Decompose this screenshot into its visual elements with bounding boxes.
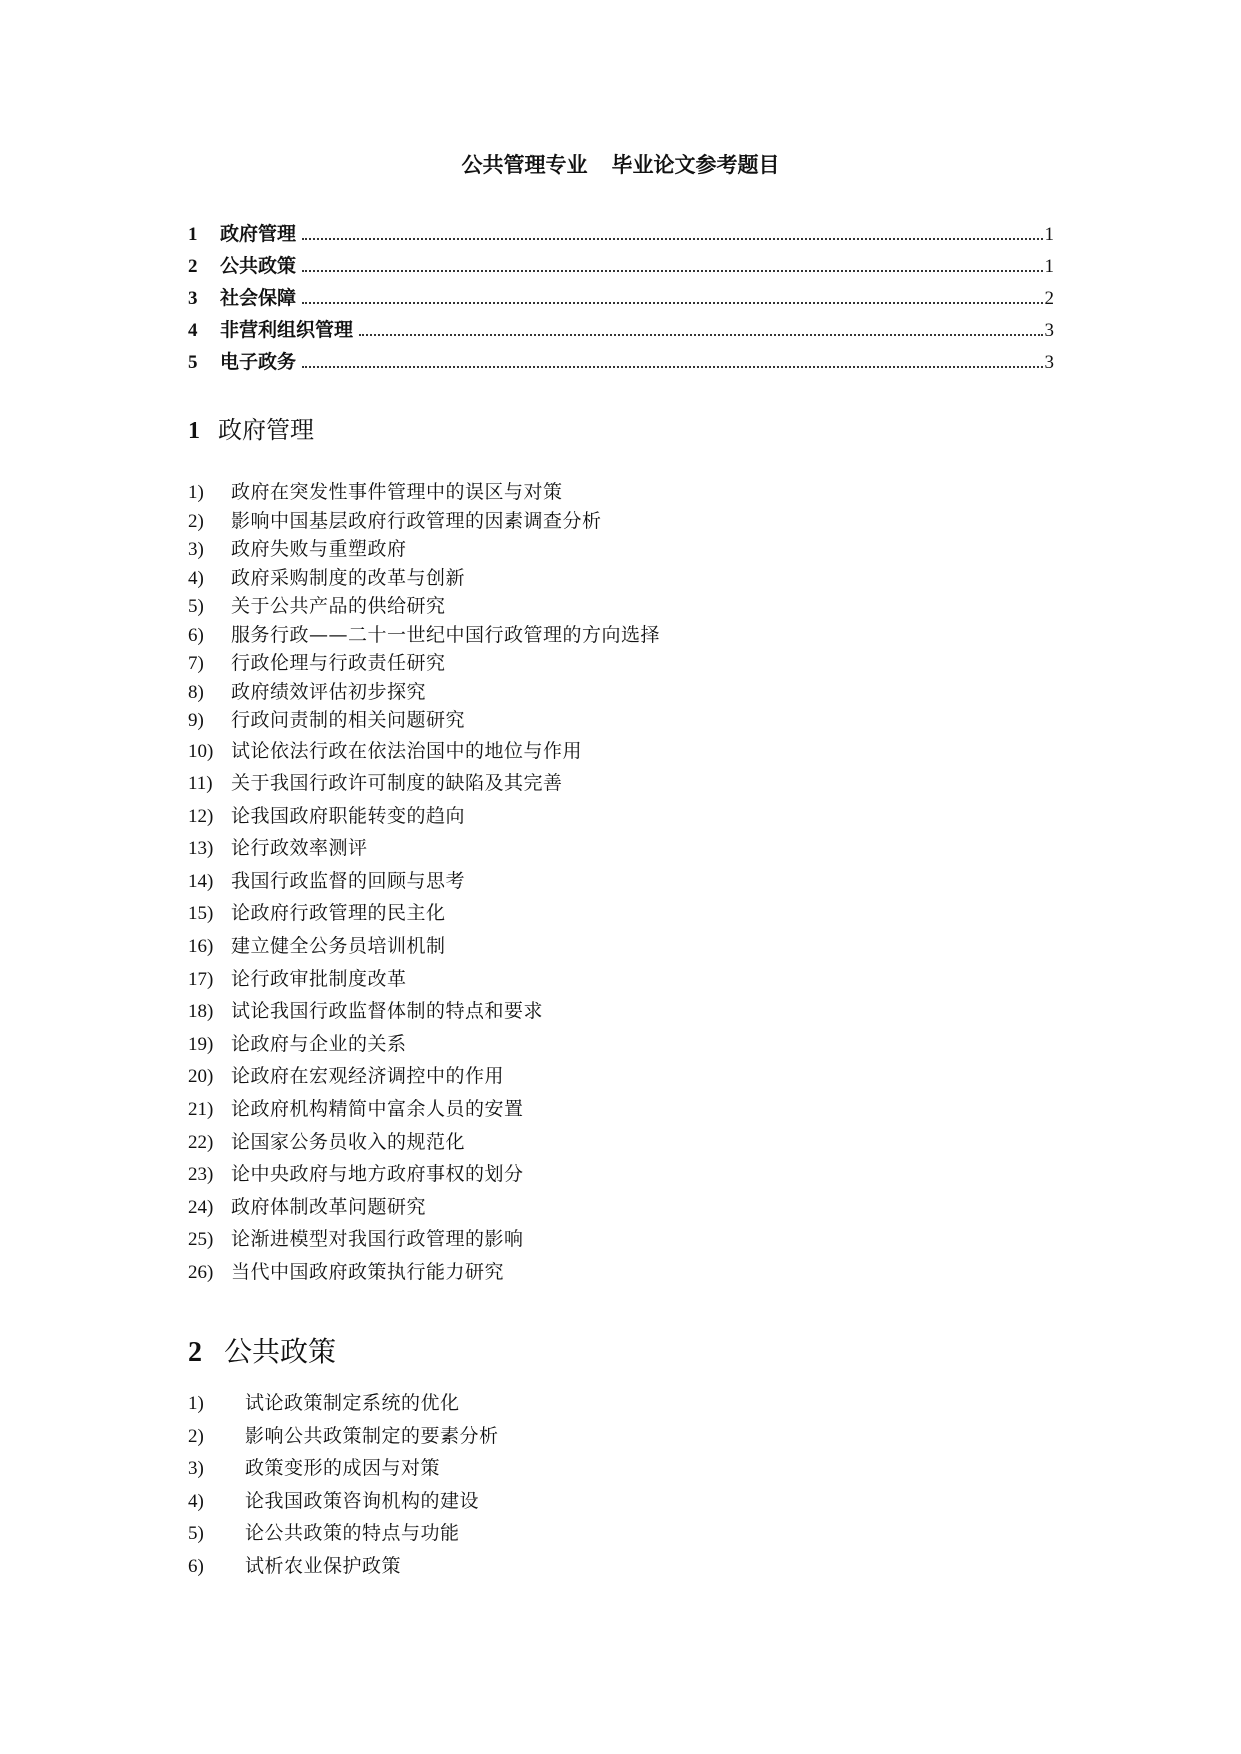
item-text: 论中央政府与地方政府事权的划分 <box>231 1163 524 1186</box>
item-number: 18) <box>188 1001 214 1023</box>
item-number: 16) <box>188 936 214 958</box>
list-item <box>188 1126 660 1159</box>
item-text: 影响中国基层政府行政管理的因素调查分析 <box>231 509 602 532</box>
toc-label: 政府管理 <box>220 223 297 245</box>
document-title <box>0 150 1241 180</box>
item-number: 14) <box>188 870 214 892</box>
toc-entry[interactable] <box>188 218 1054 250</box>
item-number: 5) <box>188 596 204 617</box>
section-number: 2 <box>188 1337 202 1368</box>
toc-page-number: 2 <box>1044 288 1054 309</box>
item-text: 政府失败与重塑政府 <box>231 538 407 560</box>
item-number: 5) <box>188 1523 204 1545</box>
toc-page-number: 1 <box>1044 224 1054 245</box>
item-text: 论行政效率测评 <box>231 837 368 860</box>
item-text: 论我国政策咨询机构的建设 <box>245 1489 480 1512</box>
item-text: 论政府机构精简中富余人员的安置 <box>231 1098 524 1121</box>
list-item <box>188 1387 499 1420</box>
toc-page-number: 3 <box>1044 352 1054 373</box>
item-number: 26) <box>188 1262 214 1283</box>
item-text: 关于我国行政许可制度的缺陷及其完善 <box>231 772 563 795</box>
toc-page-number: 1 <box>1044 256 1054 277</box>
toc-number: 5 <box>188 352 198 373</box>
toc-entry[interactable] <box>188 250 1054 282</box>
toc-leader <box>359 333 1042 336</box>
list-item <box>188 1420 499 1453</box>
toc-leader <box>302 237 1042 240</box>
toc-number: 4 <box>188 320 198 341</box>
list-item <box>188 1550 499 1583</box>
section-title: 公共政策 <box>224 1335 337 1368</box>
item-text: 政府采购制度的改革与创新 <box>231 566 466 589</box>
list-item <box>188 1093 660 1126</box>
list-item <box>188 621 660 650</box>
item-number: 20) <box>188 1066 214 1088</box>
item-text: 论我国政府职能转变的趋向 <box>231 804 466 827</box>
item-number: 6) <box>188 1555 204 1577</box>
list-item <box>188 832 660 865</box>
list-item <box>188 1158 660 1191</box>
item-text: 试析农业保护政策 <box>245 1554 402 1577</box>
list-item <box>188 1191 660 1224</box>
section-title: 政府管理 <box>218 416 314 444</box>
list-item <box>188 930 660 963</box>
item-text: 论行政审批制度改革 <box>231 967 407 990</box>
item-text: 试论我国行政监督体制的特点和要求 <box>231 1000 544 1023</box>
item-number: 6) <box>188 624 204 646</box>
item-number: 23) <box>188 1164 214 1186</box>
section-heading-government-management <box>188 410 314 445</box>
toc-leader <box>302 301 1042 304</box>
title-part-major: 公共管理专业 <box>461 153 588 177</box>
toc-label: 非营利组织管理 <box>220 319 354 341</box>
list-item <box>188 735 660 768</box>
list-item <box>188 897 660 930</box>
item-number: 2) <box>188 510 204 532</box>
toc-entry[interactable] <box>188 346 1054 378</box>
item-text: 行政伦理与行政责任研究 <box>231 652 446 674</box>
item-number: 4) <box>188 1490 204 1512</box>
toc-page-number: 3 <box>1044 320 1054 341</box>
list-item <box>188 865 660 898</box>
item-text: 论政府在宏观经济调控中的作用 <box>231 1065 505 1088</box>
item-text: 关于公共产品的供给研究 <box>231 595 446 617</box>
list-item <box>188 1452 499 1485</box>
toc-entry[interactable] <box>188 282 1054 314</box>
item-text: 论国家公务员收入的规范化 <box>231 1130 466 1153</box>
item-number: 24) <box>188 1196 214 1218</box>
topic-list-government-management <box>188 478 660 1289</box>
item-number: 22) <box>188 1131 214 1153</box>
list-item <box>188 1028 660 1061</box>
list-item <box>188 507 660 536</box>
toc-label: 电子政务 <box>220 351 297 373</box>
item-number: 4) <box>188 567 204 589</box>
list-item <box>188 1223 660 1256</box>
item-text: 试论依法行政在依法治国中的地位与作用 <box>231 739 583 762</box>
item-number: 2) <box>188 1425 204 1447</box>
list-item <box>188 800 660 833</box>
toc-label: 公共政策 <box>220 255 297 277</box>
item-number: 9) <box>188 710 204 731</box>
list-item <box>188 535 660 564</box>
item-number: 21) <box>188 1099 214 1121</box>
item-text: 政策变形的成因与对策 <box>245 1457 441 1480</box>
item-number: 15) <box>188 903 214 925</box>
item-text: 政府体制改革问题研究 <box>231 1195 427 1218</box>
item-number: 7) <box>188 653 204 674</box>
table-of-contents <box>188 218 1054 378</box>
item-number: 8) <box>188 681 204 703</box>
list-item <box>188 767 660 800</box>
toc-number: 3 <box>188 288 198 309</box>
list-item <box>188 1517 499 1550</box>
toc-number: 1 <box>188 224 198 245</box>
item-number: 13) <box>188 838 214 860</box>
item-text: 当代中国政府政策执行能力研究 <box>231 1261 505 1283</box>
item-text: 论政府与企业的关系 <box>231 1032 407 1055</box>
item-text: 试论政策制定系统的优化 <box>245 1392 460 1414</box>
item-text: 我国行政监督的回顾与思考 <box>231 869 466 892</box>
title-part-subject: 毕业论文参考题目 <box>611 153 780 177</box>
list-item <box>188 1060 660 1093</box>
item-number: 12) <box>188 805 214 827</box>
list-item <box>188 963 660 996</box>
section-number: 1 <box>188 418 200 444</box>
list-item <box>188 478 660 507</box>
item-text: 影响公共政策制定的要素分析 <box>245 1424 499 1447</box>
list-item <box>188 1485 499 1518</box>
item-number: 3) <box>188 539 204 560</box>
list-item <box>188 592 660 621</box>
item-number: 1) <box>188 482 204 503</box>
section-heading-public-policy <box>188 1330 336 1370</box>
topic-list-public-policy <box>188 1387 499 1583</box>
list-item <box>188 678 660 707</box>
item-text: 服务行政——二十一世纪中国行政管理的方向选择 <box>231 623 661 646</box>
item-number: 11) <box>188 773 213 795</box>
item-text: 政府绩效评估初步探究 <box>231 680 427 703</box>
item-text: 政府在突发性事件管理中的误区与对策 <box>231 481 563 503</box>
toc-label: 社会保障 <box>220 287 297 309</box>
list-item <box>188 564 660 593</box>
item-number: 1) <box>188 1393 204 1414</box>
item-text: 论渐进模型对我国行政管理的影响 <box>231 1228 524 1251</box>
toc-number: 2 <box>188 256 198 277</box>
item-text: 论政府行政管理的民主化 <box>231 902 446 925</box>
item-number: 10) <box>188 740 214 762</box>
toc-leader <box>302 269 1042 272</box>
item-number: 19) <box>188 1033 214 1055</box>
item-text: 论公共政策的特点与功能 <box>245 1522 460 1545</box>
item-number: 3) <box>188 1458 204 1480</box>
list-item <box>188 995 660 1028</box>
list-item <box>188 706 660 735</box>
item-text: 行政问责制的相关问题研究 <box>231 709 466 731</box>
item-number: 17) <box>188 968 214 990</box>
list-item <box>188 1256 660 1289</box>
toc-entry[interactable] <box>188 314 1054 346</box>
toc-leader <box>302 365 1042 368</box>
list-item <box>188 649 660 678</box>
item-number: 25) <box>188 1229 214 1251</box>
item-text: 建立健全公务员培训机制 <box>231 935 446 958</box>
